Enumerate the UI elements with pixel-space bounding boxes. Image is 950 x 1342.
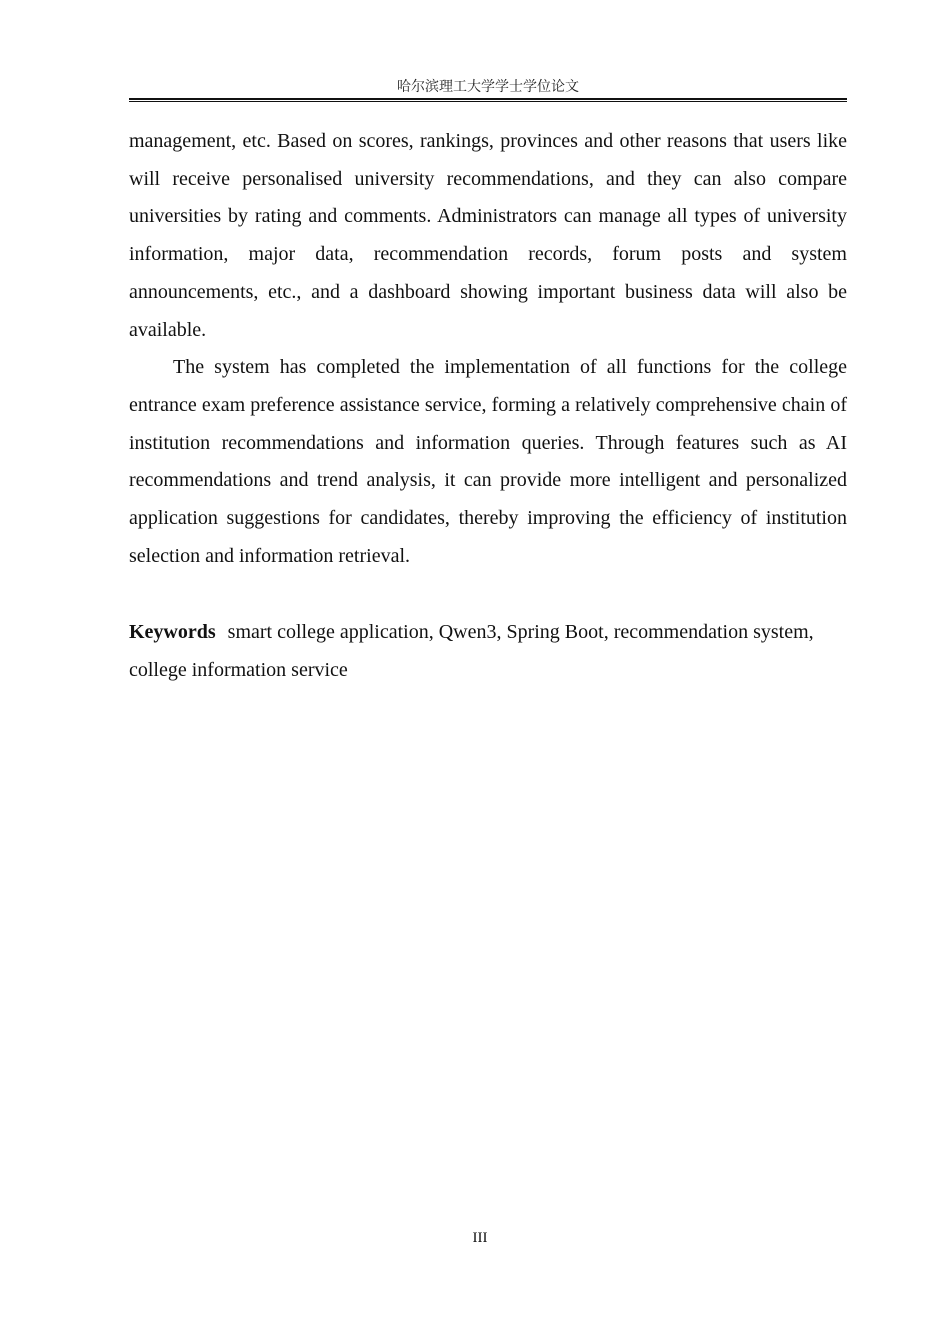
header-rule-thick (129, 98, 847, 100)
keywords-section (129, 613, 847, 689)
abstract-paragraph: management, etc. Based on scores, rankings, provinces and other reasons that users like will receive personalised university recommendations, and they can also compare universities by rating and comments. Administrators can manage all types of university information, major data, recommendation records, forum posts and system announcements, etc., and a dashboard showing important business data will also be available. (129, 130, 847, 341)
page-header (129, 76, 847, 102)
page-number: III (472, 1230, 488, 1246)
abstract-body (129, 123, 847, 575)
keywords-text: smart college application, Qwen3, Spring Boot, recommendation system, college information service (129, 621, 814, 681)
keywords-label: Keywords (129, 621, 216, 643)
header-rule-thin (129, 101, 847, 102)
abstract-paragraph: The system has completed the implementation of all functions for the college entrance exam preference assistance service, forming a relatively comprehensive chain of institution recommendations and information queries. Through features such as AI recommendations and trend analysis, it can provide more intelligent and personalized application suggestions for candidates, thereby improving the efficiency of institution selection and information retrieval. (129, 356, 847, 567)
header-title: 哈尔滨理工大学学士学位论文 (397, 79, 579, 95)
